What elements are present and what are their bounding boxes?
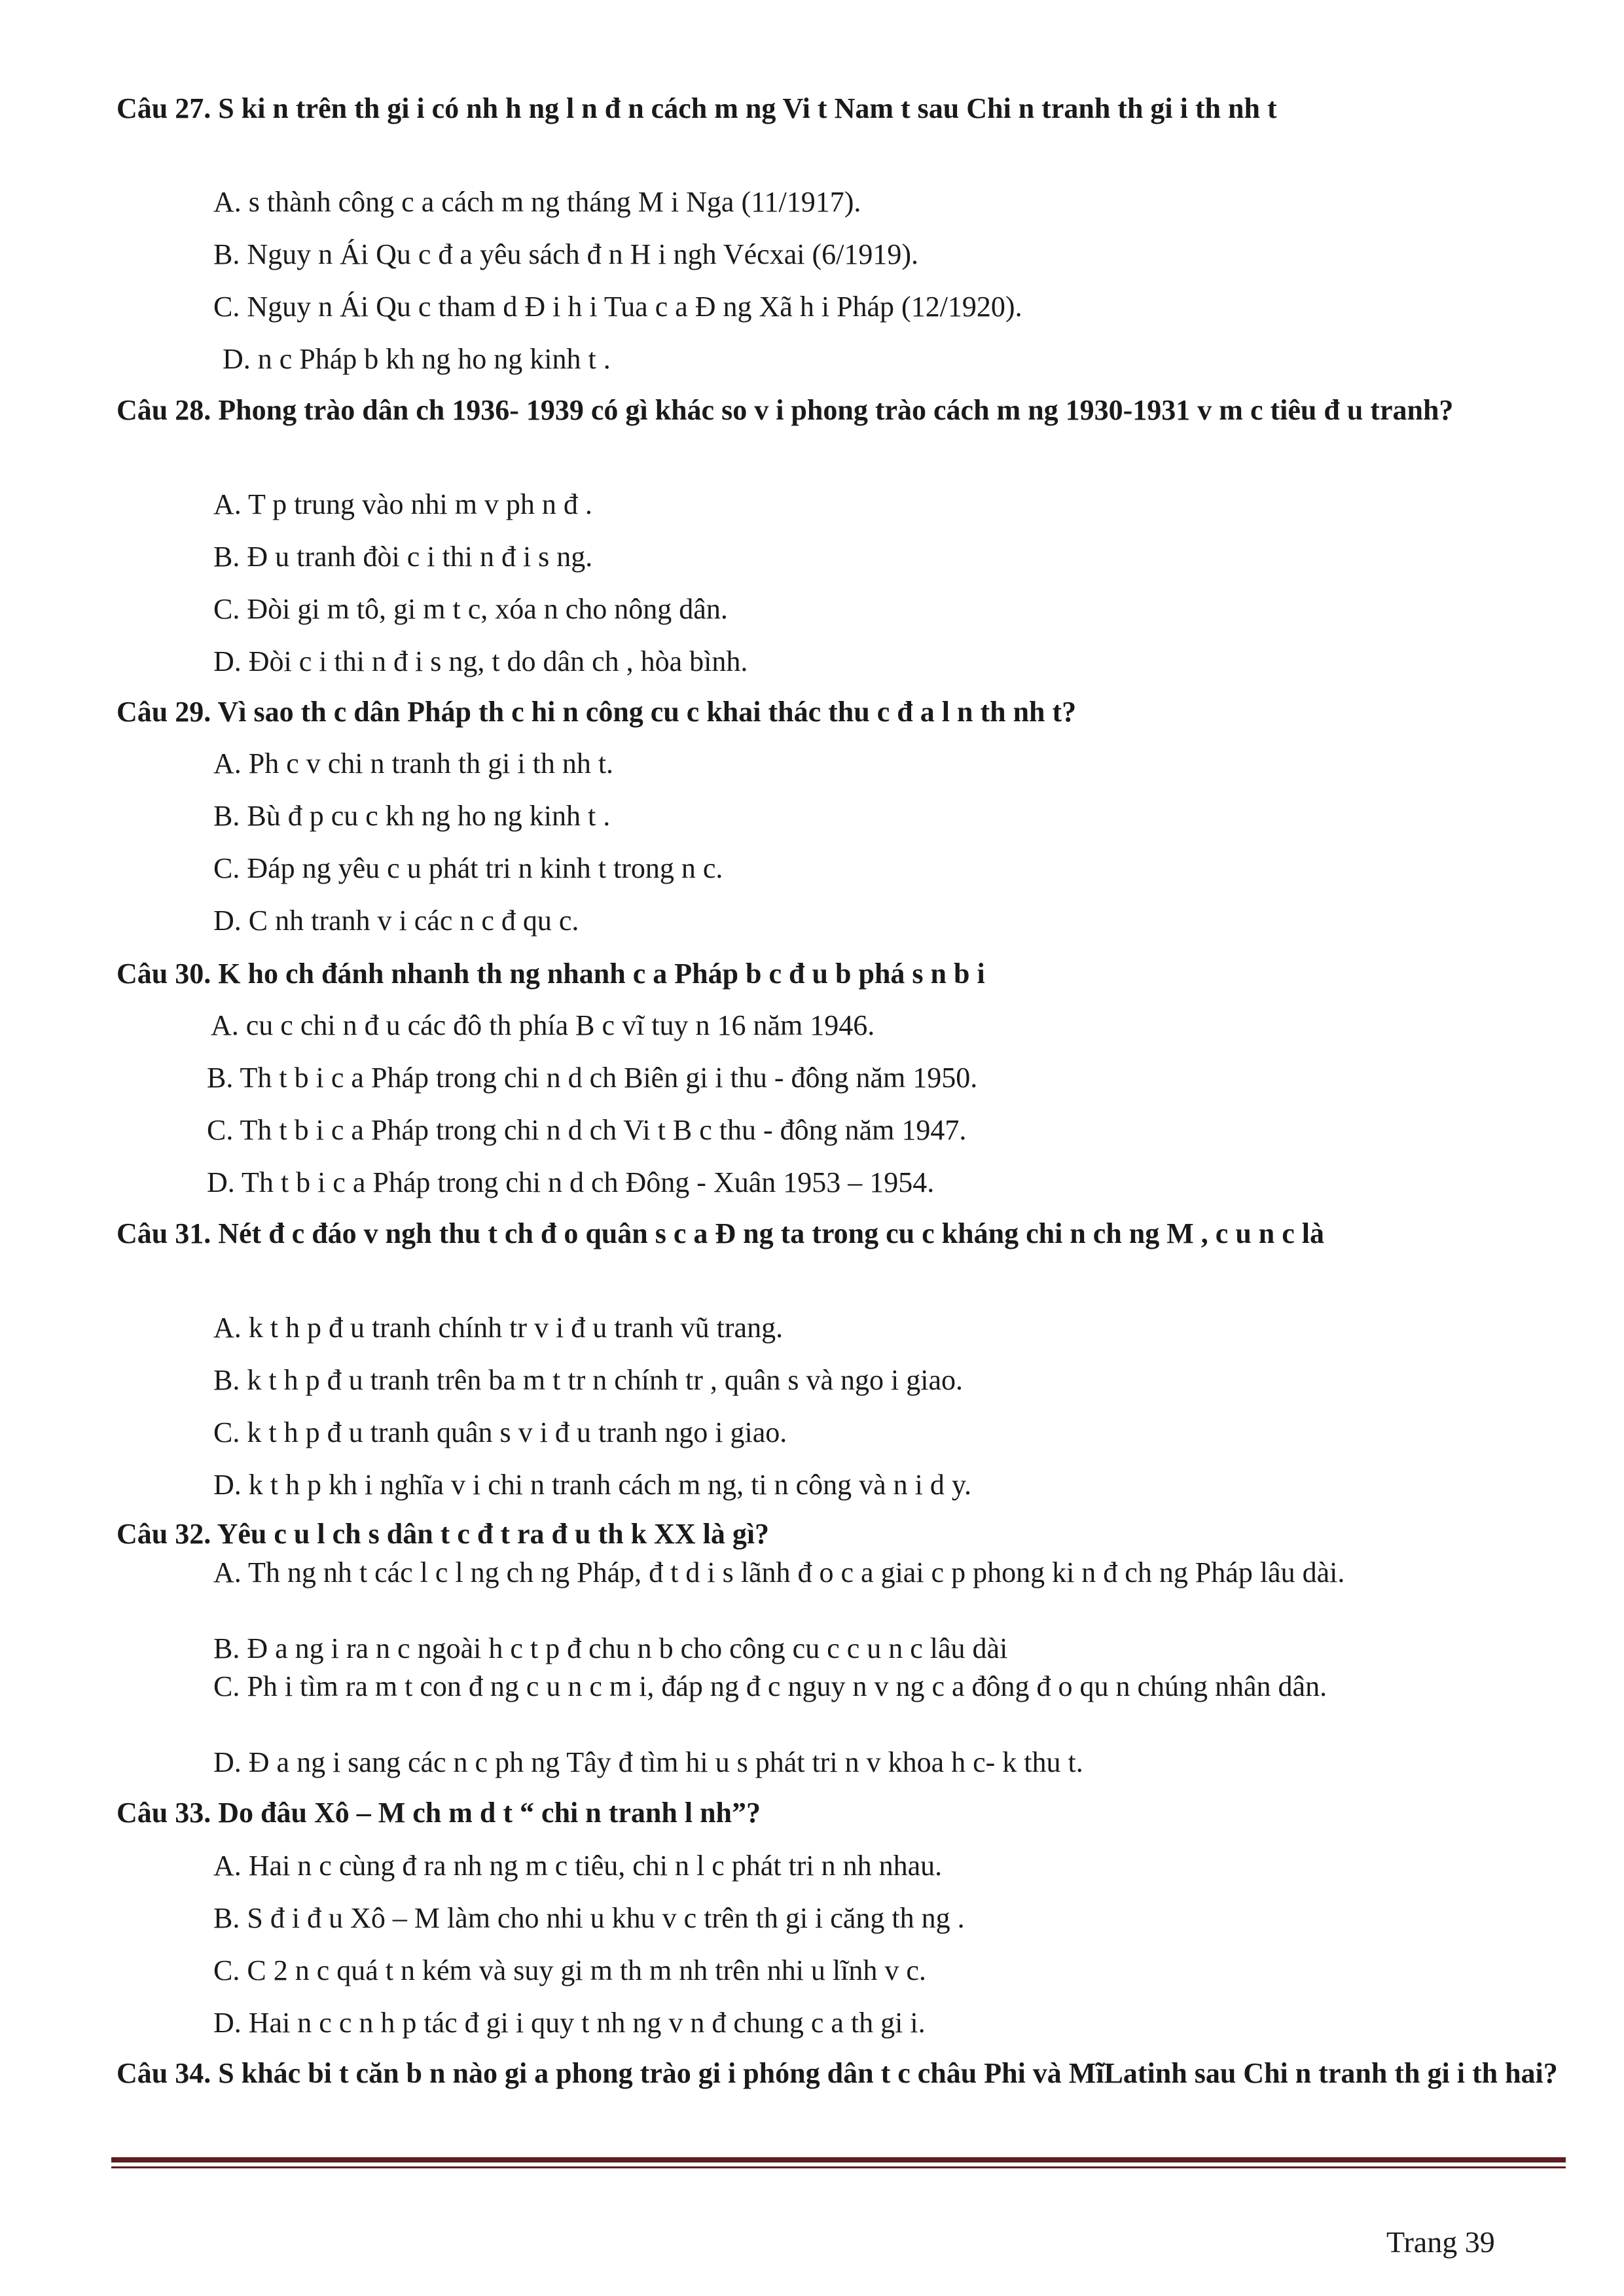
question-31-title: Câu 31. Nét đ c đáo v ngh thu t ch đ o quân s c a Đ ng ta trong cu c kháng chi n ch ng M , c u n c là (117, 1217, 1325, 1249)
question-33-option-d: D. Hai n c c n h p tác đ gi i quy t nh ng v n đ chung c a th gi i. (213, 2007, 926, 2039)
footer-rule-thick (111, 2157, 1566, 2162)
question-30-option-c: C. Th t b i c a Pháp trong chi n d ch Vi t B c thu - đông năm 1947. (207, 1114, 967, 1146)
question-32-title: Câu 32. Yêu c u l ch s dân t c đ t ra đ u th k XX là gì? (117, 1518, 770, 1550)
question-29-option-c: C. Đáp ng yêu c u phát tri n kinh t trong n c. (213, 852, 723, 884)
page-number: Trang 39 (1386, 2225, 1495, 2259)
question-29-title: Câu 29. Vì sao th c dân Pháp th c hi n công cu c khai thác thu c đ a l n th nh t? (117, 696, 1077, 728)
question-32-option-b: B. Đ a ng i ra n c ngoài h c t p đ chu n b cho công cu c c u n c lâu dài (213, 1632, 1008, 1664)
question-32-option-c: C. Ph i tìm ra m t con đ ng c u n c m i, đáp ng đ c nguy n v ng c a đông đ o qu n chúng nhân dân. (213, 1670, 1327, 1702)
question-28-option-b: B. Đ u tranh đòi c i thi n đ i s ng. (213, 541, 593, 573)
footer-rule-thin (111, 2166, 1566, 2168)
question-30-option-a: A. cu c chi n đ u các đô th phía B c vĩ tuy n 16 năm 1946. (211, 1009, 875, 1041)
question-27-option-c: C. Nguy n Ái Qu c tham d Đ i h i Tua c a Đ ng Xã h i Pháp (12/1920). (213, 291, 1022, 323)
question-29-option-a: A. Ph c v chi n tranh th gi i th nh t. (213, 747, 614, 780)
question-30-option-b: B. Th t b i c a Pháp trong chi n d ch Biên gi i thu - đông năm 1950. (207, 1062, 978, 1094)
question-31-option-b: B. k t h p đ u tranh trên ba m t tr n chính tr , quân s và ngo i giao. (213, 1364, 964, 1396)
question-32-option-a: A. Th ng nh t các l c l ng ch ng Pháp, đ t d i s lãnh đ o c a giai c p phong ki n đ ch ng Pháp lâu dài. (213, 1556, 1345, 1588)
question-31-option-a: A. k t h p đ u tranh chính tr v i đ u tranh vũ trang. (213, 1312, 784, 1344)
question-28-option-a: A. T p trung vào nhi m v ph n đ . (213, 488, 592, 520)
question-28-option-d: D. Đòi c i thi n đ i s ng, t do dân ch , hòa bình. (213, 645, 748, 677)
question-33-option-b: B. S đ i đ u Xô – M làm cho nhi u khu v c trên th gi i căng th ng . (213, 1902, 965, 1934)
question-31-option-d: D. k t h p kh i nghĩa v i chi n tranh cách m ng, ti n công và n i d y. (213, 1469, 972, 1501)
question-31-option-c: C. k t h p đ u tranh quân s v i đ u tranh ngo i giao. (213, 1416, 787, 1448)
question-32-option-d: D. Đ a ng i sang các n c ph ng Tây đ tìm hi u s phát tri n v khoa h c- k thu t. (213, 1746, 1083, 1778)
question-33-title: Câu 33. Do đâu Xô – M ch m d t “ chi n tranh l nh”? (117, 1797, 761, 1829)
question-27-option-b: B. Nguy n Ái Qu c đ a yêu sách đ n H i ngh Vécxai (6/1919). (213, 238, 918, 270)
question-30-option-d: D. Th t b i c a Pháp trong chi n d ch Đông - Xuân 1953 – 1954. (207, 1166, 935, 1198)
question-27-option-d: D. n c Pháp b kh ng ho ng kinh t . (223, 343, 611, 375)
question-29-option-b: B. Bù đ p cu c kh ng ho ng kinh t . (213, 800, 611, 832)
question-28-option-c: C. Đòi gi m tô, gi m t c, xóa n cho nông dân. (213, 593, 728, 625)
question-27-option-a: A. s thành công c a cách m ng tháng M i Nga (11/1917). (213, 186, 861, 218)
question-33-option-c: C. C 2 n c quá t n kém và suy gi m th m nh trên nhi u lĩnh v c. (213, 1954, 926, 1986)
question-28-title: Câu 28. Phong trào dân ch 1936- 1939 có gì khác so v i phong trào cách m ng 1930-1931 v m c tiêu đ u tranh? (117, 394, 1454, 426)
question-27-title: Câu 27. S ki n trên th gi i có nh h ng l n đ n cách m ng Vi t Nam t sau Chi n tranh th gi i th nh t (117, 92, 1277, 124)
question-33-option-a: A. Hai n c cùng đ ra nh ng m c tiêu, chi n l c phát tri n nh nhau. (213, 1850, 943, 1882)
question-34-title: Câu 34. S khác bi t căn b n nào gi a phong trào gi i phóng dân t c châu Phi và MĩLatinh sau Chi n tranh th gi i th hai? (117, 2057, 1558, 2089)
question-30-title: Câu 30. K ho ch đánh nhanh th ng nhanh c a Pháp b c đ u b phá s n b i (117, 958, 985, 990)
question-29-option-d: D. C nh tranh v i các n c đ qu c. (213, 905, 579, 937)
